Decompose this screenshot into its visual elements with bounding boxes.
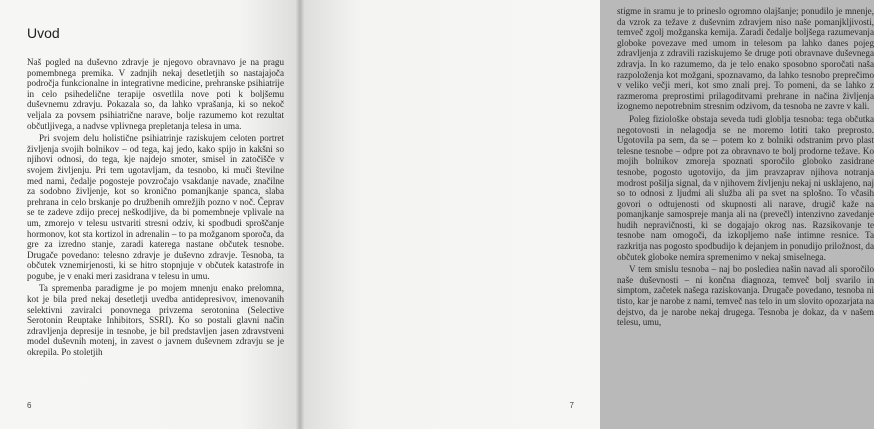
left-page-body [27, 57, 284, 358]
paragraph: V tem smislu tesnoba – naj bo poslediea našin navad ali sporočilo naše duševnosti – ni končna diagnoza, temveč bolj svarilo in simptom, začetek našega raziskovanja. Drugače povedano, tesnoba ni tisto, kar je narobe z nami, temveč nas telo in um slovito opozarjata na dejstvo, da je narobe nekaj drugega. Tesnoba je dokaz, da v našem telesu, umu, [617, 264, 874, 328]
right-page [300, 0, 874, 429]
paragraph: stigme in sramu je to prineslo ogromno olajšanje; ponudilo je mnenje, da vzrok za težave z duševnim zdravjem niso naše pomanjkljivosti, temveč zgolj možganska kemija. Zaradi čedalje boljšega razumevanja globoke povezave med umom in telesom pa lahko danes pojeg zdravljenja z zdravili raziskujemo še druge poti obravnave duševnega zdravja. In ko razumemo, da je telo enako sposobno sporočati naša razpoloženja kot možgani, spoznavamo, da lahko tesnobo preprečimo v veliko večji meri, kot smo znali prej. To pomeni, da se lahko z razmeroma preprostimi prilagoditvami prehrane in načina življenja izognemo nepotrebnim stresnim odzivom, da tesnoba ne zavre v kali. [617, 6, 874, 112]
paragraph: Pri svojem delu holistične psihiatrinje raziskujem celoten portret življenja svojih bolnikov – od tega, kaj jedo, kako spijo in kakšni so njihovi odnosi, do tega, kje najdejo smoter, smisel in zatočišče v svojem življenju. Pri tem ugotavljam, da tesnobo, ki muči številne med nami, čedalje pogosteje povzročajo vsakdanje navade, značilne za sodobno življenje, kot so kronično pomanjkanje spanca, slaba prehrana in celo brskanje po družbenih omrežjih pozno v noč. Čeprav se te zadeve zdijo precej neškodljive, da bi pomembneje vplivale na um, zmorejo v telesu ustvariti stresni odziv, ki spodbudi sproščanje hormonov, kot sta kortizol in adrenalin – to pa možganom sporoča, da gre za izredno stanje, zaradi katerega nastane občutek tesnobe. Drugače povedano: telesno zdravje je duševno zdravje. Tesnoba, ta občutek vznemirjenosti, ki se hitro stopnjuje v občutek katastrofe in pogube, je v enaki meri zasidrana v telesu in umu. [27, 133, 284, 281]
right-page-body [617, 6, 874, 328]
page-number-right: 7 [569, 401, 574, 410]
page-number-left: 6 [27, 401, 32, 410]
book-gutter [296, 0, 304, 429]
chapter-title: Uvod [27, 25, 60, 41]
left-page [0, 0, 300, 429]
paragraph: Poleg fiziološke obstaja seveda tudi globlja tesnoba: tega občutka negotovosti in nelagodja se ne moremo lotiti tako preprosto. Ugotovila pa sem, da se – potem ko z bolniki odstranim prvo plast telesne tesnobe – odpre pot za obravnavo te bolj prodorne težave. Ko mojih bolnikov zmoreja spoznati sporočilo globoko zasidrane tesnobe, pogosto ugotovijo, da jim pravzaprav njihova notranja modrost pošilja signal, da v njihovem življenju nekaj ni usklajeno, naj so to odnosi z ljudmi ali služba ali pa svet na splošno. To včasih govori o odtujenosti od skupnosti ali narave, drugič kaže na pomanjkanje samospreje manja ali na (prevečl) intenzivno zavedanje hudih nepravičnosti, ki se dogajajo okrog nas. Razsikovanje te tesnobe nam omogoči, da izkopljemo naše intimne resnice. Ta razkritja nas pogosto spodbudijo k dejanjem in ponudijo priložnost, da občutek globoke nemira spremenimo v nekaj smiselnega. [617, 113, 874, 262]
paragraph: Naš pogled na duševno zdravje je njegovo obravnavo je na pragu pomembnega premika. V zadnjih nekaj desetletjih so nastajajoča področja funkcionalne in integrativne medicine, prehranske psihiatrije in celo psihedelične terapije osvetlila nove poti k boljšemu duševnemu zdravju. Pokazala so, da lahko vprašanja, ki so nekoč veljala za povsem psihiatrične narave, bolje razumemo kot rezultat občutljivega, a nadvse vplivnega prepletanja telesa in uma. [27, 57, 284, 131]
paragraph: Ta spremenba paradigme je po mojem mnenju enako prelomna, kot je bila pred nekaj desetletji uvedba antidepresivov, imenovanih selektivni zaviralci ponovnega privzema serotonina (Selective Serotonin Reuptake Inhibitors, SSRI). Ko so postali glavni način zdravljenja depresije in tesnobe, je bil predstavljen jasen zdravstveni model duševnih motenj, in zavest o javnem duševnem zdravju se je okrepila. Po stoletjih [27, 283, 284, 358]
